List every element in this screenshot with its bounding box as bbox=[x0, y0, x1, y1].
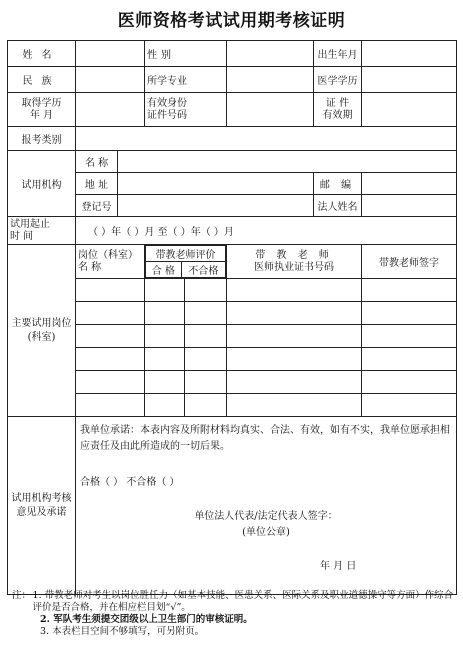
cell-cert[interactable] bbox=[227, 325, 362, 348]
field-id[interactable] bbox=[227, 93, 314, 127]
label-org-reg: 登记号 bbox=[76, 195, 118, 217]
note-1 bbox=[12, 590, 457, 614]
label-org: 试用机构 bbox=[8, 151, 76, 217]
cell-pass[interactable] bbox=[145, 371, 185, 394]
table-row bbox=[8, 325, 457, 348]
declaration-cell[interactable] bbox=[76, 417, 457, 595]
cell-sign[interactable] bbox=[362, 279, 457, 302]
cell-fail[interactable] bbox=[185, 371, 227, 394]
field-edu-date[interactable] bbox=[76, 93, 145, 127]
field-ethnicity[interactable] bbox=[76, 67, 145, 93]
label-org-legal: 法人姓名 bbox=[314, 195, 362, 217]
cell-cert[interactable] bbox=[227, 302, 362, 325]
label-gender: 性别 bbox=[145, 41, 227, 67]
row-org-name bbox=[8, 151, 457, 173]
field-birth[interactable] bbox=[362, 41, 457, 67]
label-birth: 出生年月 bbox=[314, 41, 362, 67]
header-eval bbox=[145, 245, 227, 279]
notes bbox=[12, 590, 457, 638]
label-edu-date-line2: 年 月 bbox=[29, 109, 54, 121]
label-edu-date-line1: 取得学历 bbox=[21, 97, 62, 109]
cell-sign[interactable] bbox=[362, 371, 457, 394]
cell-post[interactable] bbox=[76, 348, 145, 371]
row-name bbox=[8, 41, 457, 67]
cell-fail[interactable] bbox=[185, 348, 227, 371]
cell-sign[interactable] bbox=[362, 348, 457, 371]
label-edu-date bbox=[8, 93, 76, 127]
label-major: 所学专业 bbox=[145, 67, 227, 93]
declaration-result[interactable]: 合格（ ） 不合格（ ） bbox=[80, 477, 180, 488]
declaration-promise: 我单位承诺：本表内容及所附材料均真实、合法、有效，如有不实，我单位愿承担相应责任及由此所造成的一切后果。 bbox=[80, 425, 450, 452]
label-ethnicity: 民族 bbox=[8, 67, 76, 93]
header-pass: 合 格 bbox=[146, 262, 182, 278]
table-row bbox=[8, 302, 457, 325]
cell-cert[interactable] bbox=[227, 394, 362, 417]
cell-post[interactable] bbox=[76, 325, 145, 348]
note-2 bbox=[12, 614, 457, 626]
label-name: 姓名 bbox=[8, 41, 76, 67]
label-posts: 主要试用岗位(科室) bbox=[8, 245, 76, 417]
declaration-date[interactable]: 年 月 日 bbox=[320, 561, 357, 572]
field-edu[interactable] bbox=[362, 67, 457, 93]
note-2-text: 2. 军队考生须提交团级以上卫生部门的审核证明。 bbox=[40, 614, 253, 625]
label-review: 试用机构考核意见及承诺 bbox=[8, 417, 76, 595]
declaration-seal: (单位公章) bbox=[242, 527, 290, 538]
certificate-form bbox=[7, 40, 457, 595]
note-3 bbox=[12, 626, 457, 638]
cell-post[interactable] bbox=[76, 371, 145, 394]
table-row bbox=[8, 394, 457, 417]
header-teacher-cert-line1: 带 教 老 师 bbox=[255, 249, 333, 261]
cell-fail[interactable] bbox=[185, 325, 227, 348]
table-row bbox=[8, 348, 457, 371]
cell-sign[interactable] bbox=[362, 302, 457, 325]
cell-cert[interactable] bbox=[227, 279, 362, 302]
row-review bbox=[8, 417, 457, 595]
row-org-reg bbox=[8, 195, 457, 217]
field-org-reg[interactable] bbox=[118, 195, 314, 217]
notes-label: 注： bbox=[12, 590, 32, 601]
field-cert[interactable] bbox=[362, 93, 457, 127]
note-1-text: 1. 带教老师对考生以岗位胜任力（如基本技能、医患关系、医际关系及职业道德操守等方面）作综合评价是否合格，并在相应栏目划“√”。 bbox=[32, 590, 454, 613]
cell-cert[interactable] bbox=[227, 348, 362, 371]
label-id bbox=[145, 93, 227, 127]
field-category[interactable] bbox=[76, 127, 457, 151]
field-major[interactable] bbox=[227, 67, 314, 93]
cell-post[interactable] bbox=[76, 279, 145, 302]
label-cert-line1: 证 件 bbox=[325, 97, 350, 109]
row-period bbox=[8, 217, 457, 245]
label-org-name: 名 称 bbox=[76, 151, 118, 173]
header-post-line2: 名 称 bbox=[78, 261, 102, 273]
field-name[interactable] bbox=[76, 41, 145, 67]
cell-pass[interactable] bbox=[145, 302, 185, 325]
cell-fail[interactable] bbox=[185, 302, 227, 325]
cell-sign[interactable] bbox=[362, 325, 457, 348]
header-sign: 带教老师签字 bbox=[362, 245, 457, 279]
cell-pass[interactable] bbox=[145, 394, 185, 417]
label-id-line1: 有效身份 bbox=[147, 97, 187, 109]
cell-sign[interactable] bbox=[362, 394, 457, 417]
header-eval-title: 带教老师评价 bbox=[146, 246, 226, 262]
row-org-addr bbox=[8, 173, 457, 195]
header-post-line1: 岗位（科室） bbox=[78, 249, 138, 261]
row-category bbox=[8, 127, 457, 151]
cell-pass[interactable] bbox=[145, 325, 185, 348]
header-fail: 不合格 bbox=[181, 262, 225, 278]
table-row bbox=[8, 279, 457, 302]
note-3-text: 3. 本表栏目空间不够填写，可另附页。 bbox=[40, 626, 205, 637]
row-posts-header bbox=[8, 245, 457, 279]
label-cert-line2: 有效期 bbox=[322, 109, 353, 121]
header-post bbox=[76, 245, 145, 279]
label-org-addr: 地 址 bbox=[76, 173, 118, 195]
field-org-legal[interactable] bbox=[362, 195, 457, 217]
label-category: 报考类别 bbox=[8, 127, 76, 151]
field-org-name[interactable] bbox=[118, 151, 457, 173]
row-edu-date bbox=[8, 93, 457, 127]
header-eval-split bbox=[145, 245, 226, 278]
declaration-signer: 单位法人代表/法定代表人签字： bbox=[194, 511, 338, 522]
cell-cert[interactable] bbox=[227, 371, 362, 394]
label-period bbox=[8, 217, 76, 245]
document-title: 医师资格考试试用期考核证明 bbox=[117, 11, 346, 31]
cell-post[interactable] bbox=[76, 394, 145, 417]
label-period-line1: 试用起止 bbox=[10, 218, 50, 230]
field-period[interactable]: （ ）年（ ）月 至（ ）年（ ）月 bbox=[76, 217, 457, 245]
label-edu: 医学学历 bbox=[314, 67, 362, 93]
label-id-line2: 证件号码 bbox=[147, 109, 187, 121]
header-teacher-cert-line2: 医师执业证书号码 bbox=[254, 261, 334, 273]
field-org-postal[interactable] bbox=[362, 173, 457, 195]
label-cert bbox=[314, 93, 362, 127]
cell-pass[interactable] bbox=[145, 348, 185, 371]
cell-fail[interactable] bbox=[185, 279, 227, 302]
label-org-postal: 邮 编 bbox=[314, 173, 362, 195]
header-teacher-cert bbox=[227, 245, 362, 279]
row-ethnicity bbox=[8, 67, 457, 93]
table-row bbox=[8, 371, 457, 394]
cell-post[interactable] bbox=[76, 302, 145, 325]
label-period-line2: 时 间 bbox=[10, 230, 34, 242]
field-gender[interactable] bbox=[227, 41, 314, 67]
field-org-addr[interactable] bbox=[118, 173, 314, 195]
cell-pass[interactable] bbox=[145, 279, 185, 302]
cell-fail[interactable] bbox=[185, 394, 227, 417]
